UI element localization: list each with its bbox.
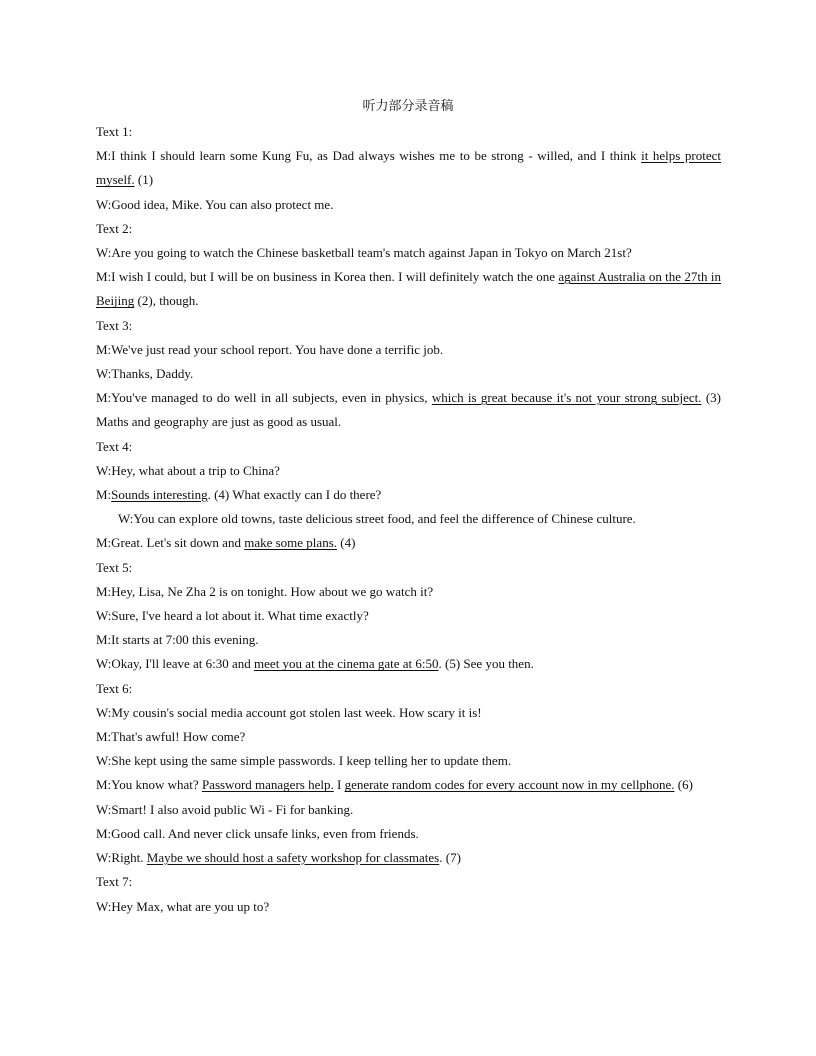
dialog-text: (2), though.: [134, 293, 199, 309]
dialog-line: [96, 749, 721, 773]
section-label: Text 4:: [96, 438, 133, 454]
section-label: Text 1:: [96, 124, 133, 139]
section-label: Text 6:: [96, 680, 133, 696]
answer-underline: which is great because it's not your strong subject.: [431, 390, 702, 406]
section-label: Text 2:: [96, 220, 133, 236]
dialog-text: M:I think I should learn some Kung Fu, as Dad always wishes me to be strong - willed, and I think: [96, 148, 642, 164]
dialog-text: M:That's awful! How come?: [96, 729, 246, 745]
dialog-text: I: [333, 777, 345, 793]
answer-underline: meet you at the cinema gate at 6:50: [254, 656, 439, 672]
dialog-text: W:Sure, I've heard a lot about it. What time exactly?: [96, 608, 369, 624]
dialog-text: W:Hey Max, what are you up to?: [96, 898, 270, 914]
section-label: Text 3:: [96, 317, 133, 333]
dialog-text: M:It starts at 7:00 this evening.: [96, 632, 259, 648]
answer-underline: generate random codes for every account now in my cellphone.: [344, 777, 675, 793]
dialog-line: [96, 193, 721, 217]
dialog-line: [96, 507, 721, 531]
answer-underline: Password managers help.: [201, 777, 334, 793]
dialog-line: [96, 386, 721, 434]
answer-underline: it helps protect myself.: [96, 148, 721, 188]
answer-underline: make some plans.: [244, 535, 338, 551]
dialog-text: W:Good idea, Mike. You can also protect me.: [96, 196, 334, 212]
dialog-line: [96, 725, 721, 749]
dialog-line: [96, 265, 721, 313]
dialog-text: W:Okay, I'll leave at 6:30 and: [96, 656, 255, 672]
transcript-body: [96, 120, 721, 919]
section-label: Text 7:: [96, 874, 133, 890]
dialog-line: [96, 798, 721, 822]
dialog-line: [96, 483, 721, 507]
dialog-text: W:Smart! I also avoid public Wi - Fi for banking.: [96, 801, 354, 817]
answer-underline: Maybe we should host a safety workshop for classmates: [146, 850, 440, 866]
dialog-line: [96, 531, 721, 555]
dialog-text: . (5) See you then.: [438, 656, 534, 672]
dialog-line: [96, 362, 721, 386]
dialog-text: M:You know what?: [96, 777, 202, 793]
dialog-line: [96, 144, 721, 192]
dialog-text: . (7): [439, 850, 461, 866]
dialog-text: W:Thanks, Daddy.: [96, 366, 194, 382]
dialog-text: W:My cousin's social media account got stolen last week. How scary it is!: [96, 704, 482, 720]
dialog-text: (1): [134, 172, 154, 188]
section-label: Text 5:: [96, 559, 133, 575]
dialog-text: W:Are you going to watch the Chinese basketball team's match against Japan in Tokyo on March 21st?: [96, 245, 632, 261]
dialog-line: [96, 822, 721, 846]
dialog-line: [96, 580, 721, 604]
page-title: 听力部分录音稿: [362, 99, 454, 114]
dialog-text: . (4) What exactly can I do there?: [207, 487, 382, 503]
dialog-text: W:You can explore old towns, taste delicious street food, and feel the difference of Chinese culture.: [118, 511, 636, 527]
dialog-text: M:: [96, 487, 112, 503]
dialog-text: M:You've managed to do well in all subjects, even in physics,: [96, 390, 432, 406]
dialog-line: [96, 895, 721, 919]
dialog-line: [96, 604, 721, 628]
dialog-line: [96, 773, 721, 797]
dialog-text: (4): [337, 535, 356, 551]
dialog-text: M:We've just read your school report. You have done a terrific job.: [96, 341, 444, 357]
dialog-line: [96, 338, 721, 362]
dialog-text: (6): [674, 777, 693, 793]
dialog-line: [96, 459, 721, 483]
dialog-text: M:Great. Let's sit down and: [96, 535, 245, 551]
answer-underline: against Australia on the 27th in Beijing: [96, 269, 721, 309]
dialog-text: (3) Maths and geography are just as good as usual.: [96, 390, 721, 430]
answer-underline: Sounds interesting: [111, 487, 208, 503]
dialog-line: [96, 701, 721, 725]
dialog-text: W:Hey, what about a trip to China?: [96, 462, 280, 478]
dialog-line: [96, 628, 721, 652]
dialog-text: W:She kept using the same simple passwords. I keep telling her to update them.: [96, 753, 512, 769]
dialog-text: M:Good call. And never click unsafe links, even from friends.: [96, 825, 419, 841]
dialog-line: [96, 241, 721, 265]
dialog-text: M:Hey, Lisa, Ne Zha 2 is on tonight. How about we go watch it?: [96, 583, 434, 599]
dialog-line: [96, 652, 721, 676]
dialog-text: W:Right.: [96, 850, 147, 866]
dialog-line: [96, 846, 721, 870]
dialog-text: M:I wish I could, but I will be on business in Korea then. I will definitely watch the one: [96, 269, 559, 285]
